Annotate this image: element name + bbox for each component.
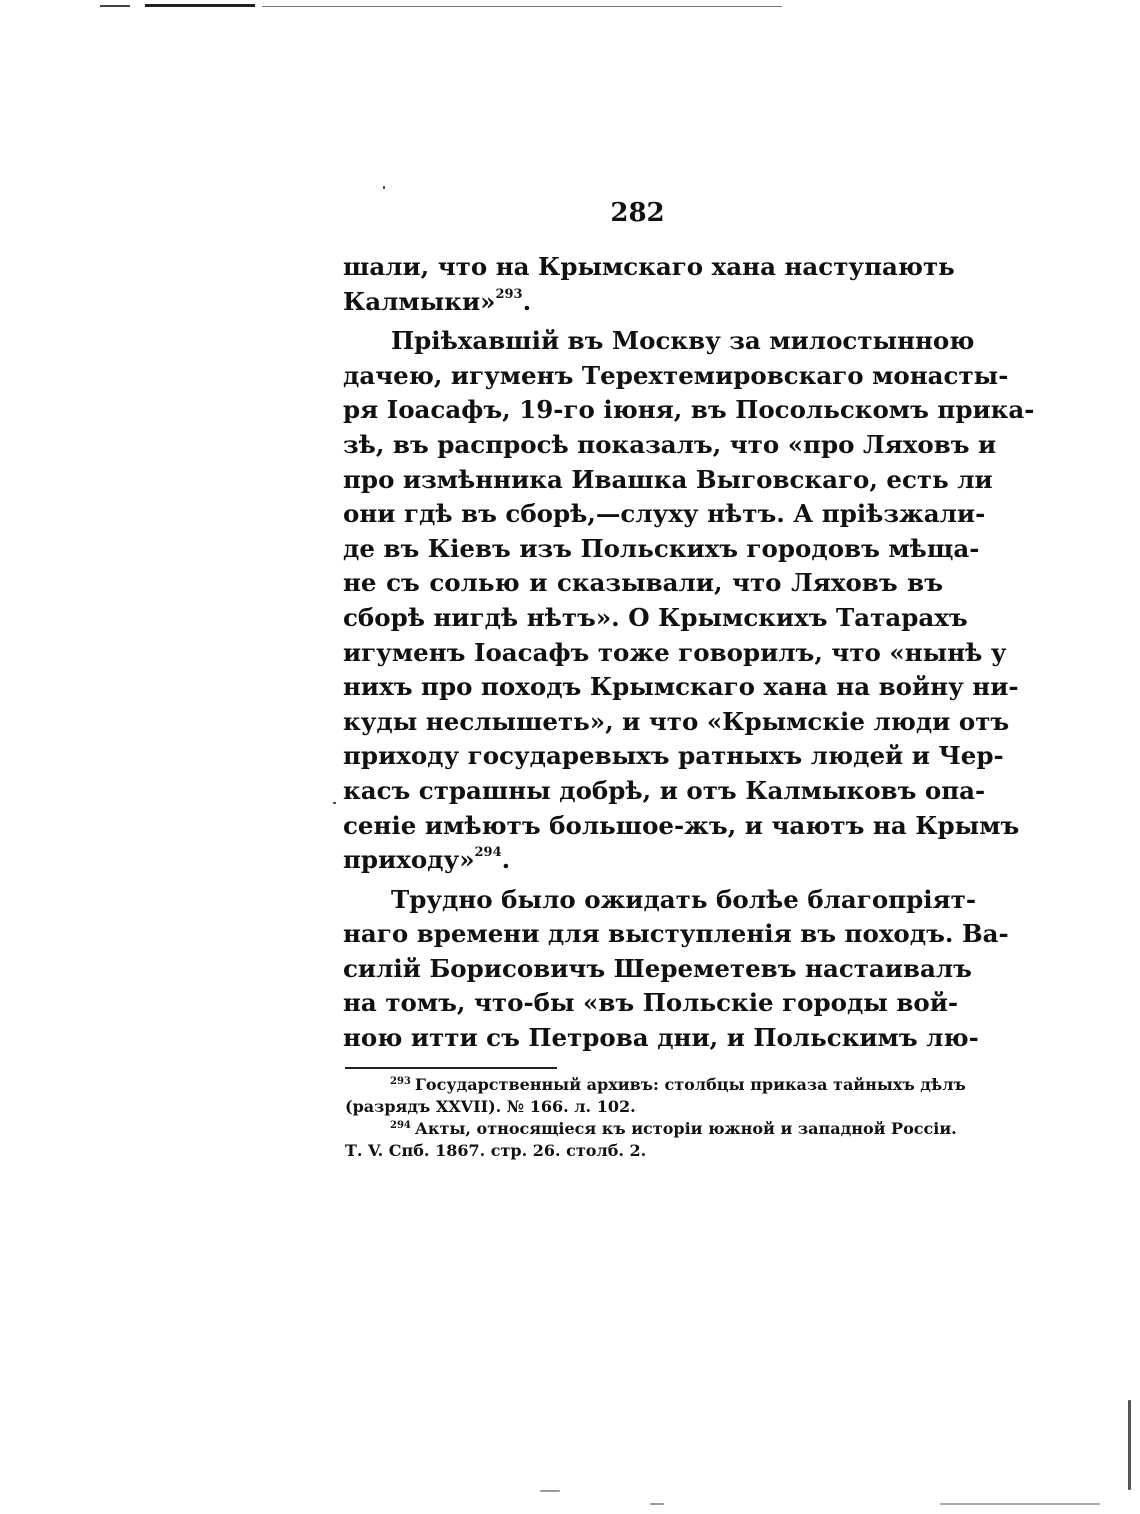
scan-speck	[1128, 1400, 1131, 1490]
footnote-divider	[345, 1067, 557, 1069]
footnote-line: Т. V. Спб. 1867. стр. 26. столб. 2.	[345, 1141, 647, 1160]
page-number: 282	[610, 198, 665, 228]
text-line: сборѣ нигдѣ нѣтъ». О Крымскихъ Татарахъ	[343, 602, 968, 632]
text-line: ною итти съ Петрова дни, и Польскимъ лю-	[343, 1023, 979, 1053]
text-line: Трудно было ожидать болѣе благопріят-	[391, 884, 976, 914]
text-line: шали, что на Крымскаго хана наступають	[343, 252, 955, 281]
footnote-ref: 294	[474, 845, 502, 861]
text-line: на томъ, что-бы «въ Польскіе городы вой-	[343, 988, 959, 1018]
text-line: наго времени для выступленія въ походъ. Ва-	[343, 919, 1009, 949]
text-line: про измѣнника Ивашка Выговскаго, есть ли	[343, 464, 993, 494]
text-line: зѣ, въ распросѣ показалъ, что «про Ляховъ и	[343, 429, 997, 459]
text-line: Пріѣхавшій въ Москву за милостынною	[391, 326, 975, 356]
body-text	[343, 250, 1035, 1056]
footnote-number: 294	[390, 1120, 411, 1131]
footnote-number: 293	[390, 1076, 411, 1087]
footnote-line: (разрядъ XXVII). № 166. л. 102.	[345, 1097, 636, 1116]
text-line: силій Борисовичъ Шереметевъ настаивалъ	[343, 953, 972, 983]
scan-speck	[540, 1490, 560, 1492]
scan-speck	[940, 1503, 1100, 1505]
scan-speck	[383, 186, 385, 189]
text-line: приходу государевыхъ ратныхъ людей и Чер-	[343, 741, 1004, 771]
scan-edge-mark	[100, 5, 130, 7]
footnotes	[345, 1074, 966, 1162]
scan-speck	[333, 802, 336, 804]
text-line: касъ страшны добрѣ, и отъ Калмыковъ опа-	[343, 775, 986, 805]
text-line: игуменъ Іоасафъ тоже говорилъ, что «нынѣ у	[343, 637, 1007, 667]
text-line: приходу»$^{294}$.	[343, 845, 511, 875]
footnote-ref: 293	[495, 286, 523, 302]
text-line: ря Іоасафъ, 19-го іюня, въ Посольскомъ прика-	[343, 395, 1035, 425]
text-line: Калмыки»$^{293}$.	[343, 286, 532, 316]
text-line: куды неслышеть», и что «Крымскіе люди отъ	[343, 706, 1010, 736]
text-line: дачею, игуменъ Терехтемировскаго монасты-	[343, 360, 1009, 390]
text-line: де въ Кіевъ изъ Польскихъ городовъ мѣща-	[343, 533, 980, 563]
scan-speck	[650, 1503, 664, 1505]
text-line: нихъ про походъ Крымскаго хана на войну ни-	[343, 672, 1019, 702]
text-line: сеніе имѣютъ большое-жъ, и чаютъ на Крымъ	[343, 810, 1020, 840]
footnote-line: $^{293}$ Государственный архивъ: столбцы приказа тайныхъ дѣлъ	[390, 1075, 966, 1094]
footnote-line: $^{294}$ Акты, относящіеся къ исторіи южной и западной Россіи.	[390, 1119, 957, 1138]
text-line: они гдѣ въ сборѣ,—слуху нѣтъ. А пріѣзжали-	[343, 499, 986, 529]
text-line: не съ солью и сказывали, что Ляховъ въ	[343, 568, 943, 598]
scan-edge-mark	[262, 6, 782, 7]
scan-edge-mark	[145, 4, 255, 7]
